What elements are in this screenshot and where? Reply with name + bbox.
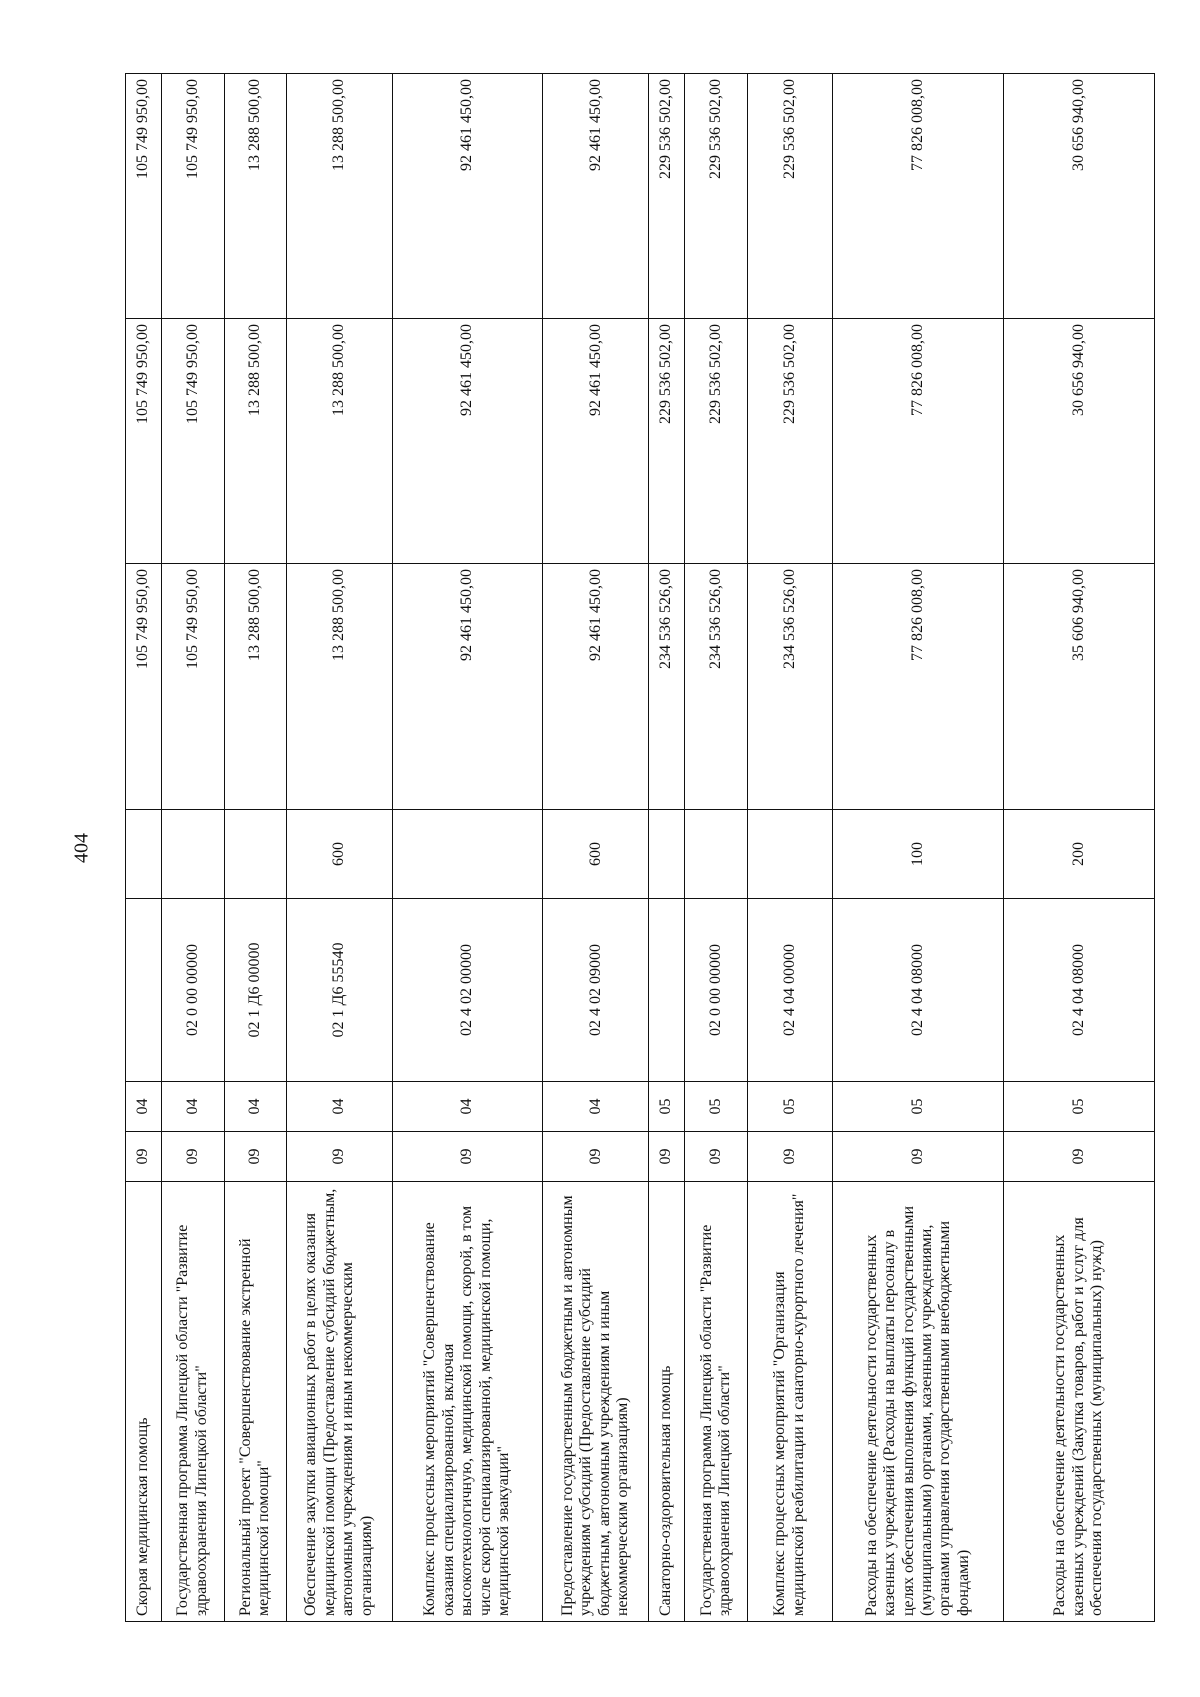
row-sum-2: 92 461 450,00	[392, 319, 543, 564]
row-section: 09	[392, 1132, 543, 1182]
row-sum-2: 105 749 950,00	[162, 319, 224, 564]
row-subsection: 05	[649, 1082, 685, 1132]
row-section: 09	[126, 1132, 162, 1182]
row-sum-3: 92 461 450,00	[543, 74, 649, 319]
row-sum-3: 229 536 502,00	[685, 74, 747, 319]
row-name: Скорая медицинская помощь	[126, 1182, 162, 1622]
table-row	[1004, 74, 1155, 1622]
row-section: 09	[1004, 1132, 1155, 1182]
row-section: 09	[286, 1132, 392, 1182]
row-expense-type	[685, 810, 747, 899]
table-row	[685, 74, 747, 1622]
row-sum-1: 35 606 940,00	[1004, 564, 1155, 810]
row-subsection: 05	[1004, 1082, 1155, 1132]
row-sum-1: 234 536 526,00	[649, 564, 685, 810]
row-subsection: 05	[747, 1082, 832, 1132]
row-sum-3: 229 536 502,00	[649, 74, 685, 319]
table-row	[543, 74, 649, 1622]
row-target-article	[649, 899, 685, 1082]
page-number: 404	[70, 833, 93, 863]
row-expense-type	[224, 810, 286, 899]
row-sum-2: 229 536 502,00	[685, 319, 747, 564]
row-subsection: 04	[162, 1082, 224, 1132]
row-subsection: 05	[833, 1082, 1004, 1132]
row-subsection: 05	[685, 1082, 747, 1132]
row-sum-2: 229 536 502,00	[649, 319, 685, 564]
budget-table	[125, 73, 1155, 1622]
row-sum-1: 105 749 950,00	[162, 564, 224, 810]
row-expense-type: 600	[286, 810, 392, 899]
row-name: Комплекс процессных мероприятий "Совершенствование оказания специализированной, включая высокотехнологичную, медицинской помощи, скорой, в том числе скорой специализированной, медицинской помощи, медицинской эвакуации"	[392, 1182, 543, 1622]
row-target-article: 02 0 00 00000	[162, 899, 224, 1082]
row-sum-3: 105 749 950,00	[126, 74, 162, 319]
row-name: Предоставление государственным бюджетным и автономным учреждениям субсидий (Предоставление субсидий бюджетным, автономным учреждениям и иным некоммерческим организациям)	[543, 1182, 649, 1622]
row-expense-type: 600	[543, 810, 649, 899]
table-row	[649, 74, 685, 1622]
rotated-table-container	[125, 74, 1155, 1622]
row-section: 09	[685, 1132, 747, 1182]
table-row	[162, 74, 224, 1622]
row-expense-type	[747, 810, 832, 899]
row-section: 09	[162, 1132, 224, 1182]
row-sum-2: 13 288 500,00	[224, 319, 286, 564]
row-name: Государственная программа Липецкой области "Развитие здравоохранения Липецкой области"	[162, 1182, 224, 1622]
row-sum-3: 13 288 500,00	[224, 74, 286, 319]
row-sum-2: 229 536 502,00	[747, 319, 832, 564]
row-section: 09	[833, 1132, 1004, 1182]
row-sum-1: 105 749 950,00	[126, 564, 162, 810]
row-name: Государственная программа Липецкой области "Развитие здравоохранения Липецкой области"	[685, 1182, 747, 1622]
table-row	[286, 74, 392, 1622]
row-name: Обеспечение закупки авиационных работ в целях оказания медицинской помощи (Предоставление субсидий бюджетным, автономным учреждениям и иным некоммерческим организациям)	[286, 1182, 392, 1622]
row-sum-1: 92 461 450,00	[543, 564, 649, 810]
row-sum-2: 92 461 450,00	[543, 319, 649, 564]
row-sum-3: 105 749 950,00	[162, 74, 224, 319]
table-row	[833, 74, 1004, 1622]
row-sum-3: 30 656 940,00	[1004, 74, 1155, 319]
row-sum-2: 13 288 500,00	[286, 319, 392, 564]
row-subsection: 04	[286, 1082, 392, 1132]
row-section: 09	[224, 1132, 286, 1182]
table-row	[224, 74, 286, 1622]
row-sum-1: 92 461 450,00	[392, 564, 543, 810]
row-target-article: 02 1 Д6 55540	[286, 899, 392, 1082]
row-target-article: 02 4 02 00000	[392, 899, 543, 1082]
row-subsection: 04	[543, 1082, 649, 1132]
row-target-article: 02 4 04 08000	[833, 899, 1004, 1082]
row-sum-3: 77 826 008,00	[833, 74, 1004, 319]
row-sum-2: 30 656 940,00	[1004, 319, 1155, 564]
row-sum-3: 92 461 450,00	[392, 74, 543, 319]
row-expense-type: 100	[833, 810, 1004, 899]
row-section: 09	[649, 1132, 685, 1182]
row-sum-1: 77 826 008,00	[833, 564, 1004, 810]
row-sum-2: 77 826 008,00	[833, 319, 1004, 564]
row-name: Санаторно-оздоровительная помощь	[649, 1182, 685, 1622]
row-sum-2: 105 749 950,00	[126, 319, 162, 564]
row-target-article: 02 4 04 00000	[747, 899, 832, 1082]
row-subsection: 04	[392, 1082, 543, 1132]
row-expense-type	[162, 810, 224, 899]
row-section: 09	[543, 1132, 649, 1182]
row-sum-1: 234 536 526,00	[685, 564, 747, 810]
table-row	[392, 74, 543, 1622]
row-sum-1: 234 536 526,00	[747, 564, 832, 810]
row-subsection: 04	[224, 1082, 286, 1132]
table-row	[126, 74, 162, 1622]
row-expense-type	[392, 810, 543, 899]
row-expense-type	[649, 810, 685, 899]
row-name: Расходы на обеспечение деятельности государственных казенных учреждений (Расходы на выплаты персоналу в целях обеспечения выполнения функций государственными (муниципальными) органами, казенными учреждениями, органами управления государственными внебюджетными фондами)	[833, 1182, 1004, 1622]
row-name: Комплекс процессных мероприятий "Организация медицинской реабилитации и санаторно-курортного лечения"	[747, 1182, 832, 1622]
row-target-article: 02 0 00 00000	[685, 899, 747, 1082]
table-row	[747, 74, 832, 1622]
row-subsection: 04	[126, 1082, 162, 1132]
row-sum-3: 229 536 502,00	[747, 74, 832, 319]
row-sum-1: 13 288 500,00	[224, 564, 286, 810]
row-name: Региональный проект "Совершенствование экстренной медицинской помощи"	[224, 1182, 286, 1622]
row-expense-type	[126, 810, 162, 899]
row-sum-3: 13 288 500,00	[286, 74, 392, 319]
row-target-article	[126, 899, 162, 1082]
row-target-article: 02 1 Д6 00000	[224, 899, 286, 1082]
row-expense-type: 200	[1004, 810, 1155, 899]
row-section: 09	[747, 1132, 832, 1182]
row-target-article: 02 4 04 08000	[1004, 899, 1155, 1082]
row-target-article: 02 4 02 09000	[543, 899, 649, 1082]
row-name: Расходы на обеспечение деятельности государственных казенных учреждений (Закупка товаров, работ и услуг для обеспечения государственных (муниципальных) нужд)	[1004, 1182, 1155, 1622]
row-sum-1: 13 288 500,00	[286, 564, 392, 810]
